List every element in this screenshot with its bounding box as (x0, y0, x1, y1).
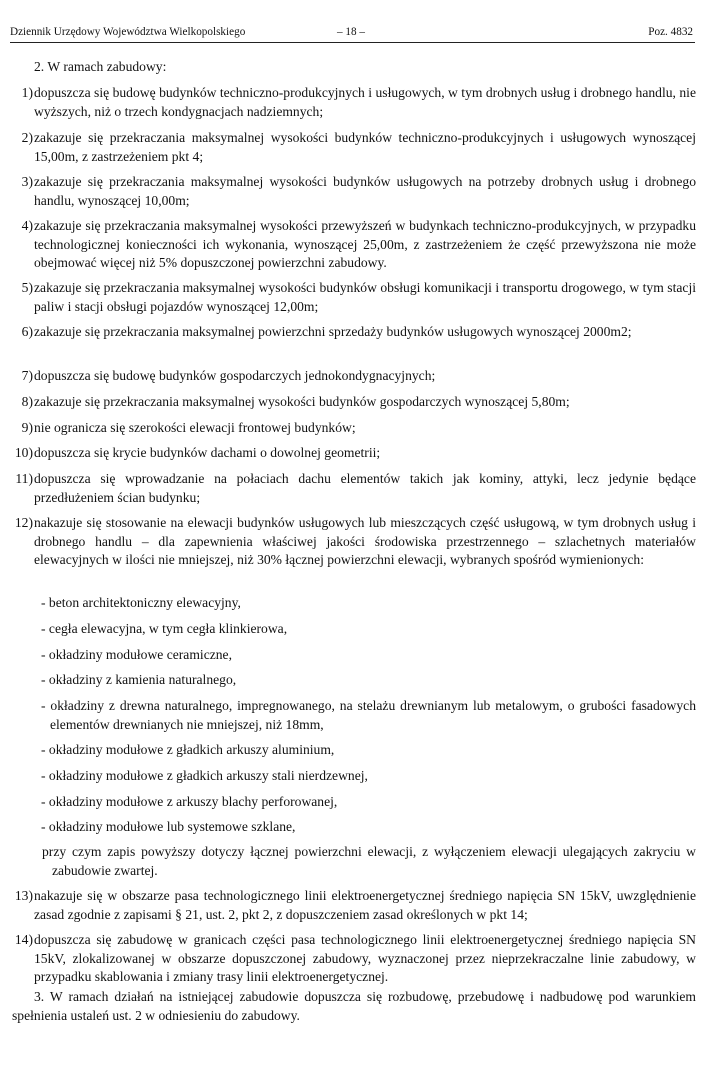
section-closing: 3. W ramach działań na istniejącej zabudowie dopuszcza się rozbudowę, przebudowę i nadbudowę pod warunkiem spełnienia ustaleń ust. 2 w odniesieniu do zabudowy. (12, 989, 696, 1023)
list-item: 9) nie ogranicza się szerokości elewacji frontowej budynków; (21, 420, 356, 435)
list-item: 8) zakazuje się przekraczania maksymalnej wysokości budynków gospodarczych wynoszącej 5,80m; (21, 394, 570, 409)
material-item: - okładziny modułowe z gładkich arkuszy stali nierdzewnej, (41, 768, 368, 783)
list-item: 2) zakazuje się przekraczania maksymalnej wysokości budynków techniczno-produkcyjnych i usługowych wynoszącej 15,00m, z zastrzeżeniem pkt 4; (21, 130, 696, 164)
position-number: Poz. 4832 (648, 26, 693, 38)
section-intro: 2. W ramach zabudowy: (34, 59, 167, 74)
list-item: 12) nakazuje się stosowanie na elewacji budynków usługowych lub mieszczących część usługową, w tym drobnych usług i drobnego handlu – dla zapewnienia właściwej jakości środowiska przestrzennego – szlachetnych materiałów elewacyjnych w ilości nie mniejszej, niż 30% łącznej powierzchni elewacji, wybranych spośród wymienionych: (14, 515, 696, 567)
list-item: 10) dopuszcza się krycie budynków dachami o dowolnej geometrii; (14, 445, 381, 460)
material-item: - okładziny z kamienia naturalnego, (41, 672, 237, 687)
material-item: - beton architektoniczny elewacyjny, (41, 595, 241, 610)
page-number: – 18 – (337, 26, 365, 38)
list-item: 11) dopuszcza się wprowadzanie na połaciach dachu elementów takich jak kominy, attyki, lecz jedynie będące przedłużeniem ścian budynku; (15, 471, 696, 505)
list-item: 7) dopuszcza się budowę budynków gospodarczych jednokondygnacyjnych; (21, 368, 436, 383)
list-item: 1) dopuszcza się budowę budynków techniczno-produkcyjnych i usługowych, w tym drobnych usług i drobnego handlu, nie wyższych, niż o trzech kondygnacjach nadziemnych; (21, 85, 696, 119)
list-item: 4) zakazuje się przekraczania maksymalnej wysokości przewyższeń w budynkach techniczno-produkcyjnych, w przypadku technologicznej konieczności ich wykonania, wynoszącej 25,00m, z zastrzeżeniem że część przewyższona nie może obejmować więcej niż 5% dopuszczonej powierzchni zabudowy. (21, 218, 696, 270)
material-item: - okładziny modułowe lub systemowe szklane, (41, 819, 296, 834)
list-item: 5) zakazuje się przekraczania maksymalnej wysokości budynków obsługi komunikacji i transportu drogowego, w tym stacji paliw i stacji obsługi pojazdów wynoszącej 12,00m; (21, 280, 696, 314)
list-item: 3) zakazuje się przekraczania maksymalnej wysokości budynków usługowych na potrzeby drobnych usług i drobnego handlu, wynoszącej 10,00m; (21, 174, 696, 208)
material-item: - okładziny modułowe z gładkich arkuszy aluminium, (41, 742, 335, 757)
page-header (10, 24, 695, 43)
material-item: - okładziny modułowe z arkuszy blachy perforowanej, (41, 794, 338, 809)
journal-title: Dziennik Urzędowy Województwa Wielkopolskiego (10, 26, 246, 38)
material-item: - okładziny modułowe ceramiczne, (41, 647, 232, 662)
list-item: 13) nakazuje się w obszarze pasa technologicznego linii elektroenergetycznej średniego napięcia SN 15kV, uwzględnienie zasad zgodnie z zapisami § 21, ust. 2, pkt 2, z dopuszczeniem zasad określonych w pkt 14; (14, 888, 696, 922)
list-item: 6) zakazuje się przekraczania maksymalnej powierzchni sprzedaży budynków usługowych wynoszącej 2000m2; (21, 324, 632, 339)
material-item: - okładziny z drewna naturalnego, impregnowanego, na stelażu drewnianym lub metalowym, o grubości fasadowych elementów drewnianych nie mniejszej, niż 18mm, (41, 698, 696, 732)
materials-note: przy czym zapis powyższy dotyczy łącznej powierzchni elewacji, z wyłączeniem elewacji ulegających zakryciu w zabudowie zwartej. (42, 844, 696, 878)
list-item: 14) dopuszcza się zabudowę w granicach części pasa technologicznego linii elektroenergetycznej średniego napięcia SN 15kV, zlokalizowanej w obszarze dopuszczonej zabudowy, wyznaczonej przez nieprzekraczalne linie zabudowy, w przypadku skablowania i zmiany trasy linii elektroenergetycznej. (14, 932, 696, 984)
material-item: - cegła elewacyjna, w tym cegła klinkierowa, (41, 621, 288, 636)
